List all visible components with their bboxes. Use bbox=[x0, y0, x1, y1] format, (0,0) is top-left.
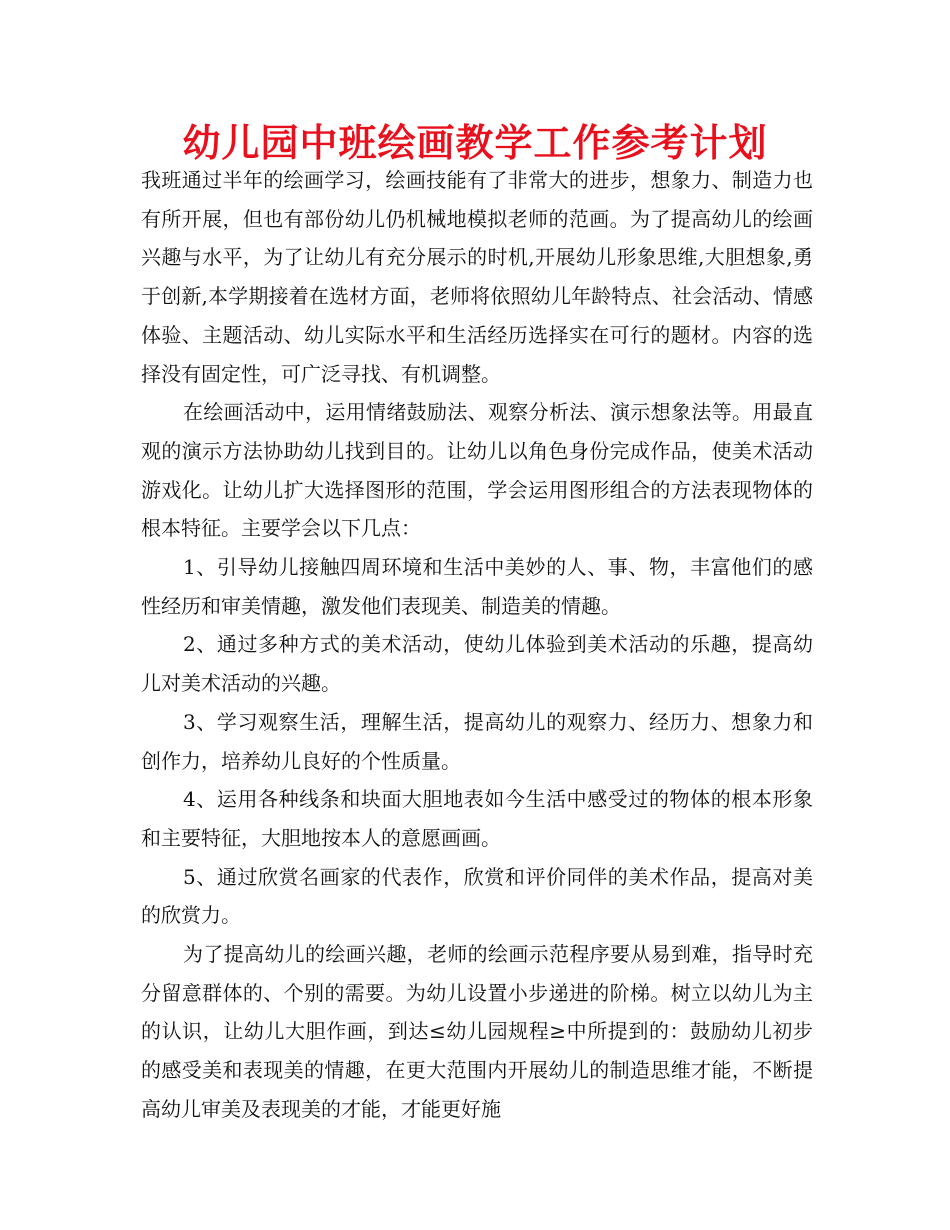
paragraph-point-5: 5、通过欣赏名画家的代表作，欣赏和评价同伴的美术作品，提高对美的欣赏力。 bbox=[141, 864, 813, 928]
document-title: 幼儿园中班绘画教学工作参考计划 bbox=[182, 121, 768, 165]
paragraph-point-2: 2、通过多种方式的美术活动，使幼儿体验到美术活动的乐趣，提高幼儿对美术活动的兴趣。 bbox=[141, 632, 813, 696]
paragraph-point-4: 4、运用各种线条和块面大胆地表如今生活中感受过的物体的根本形象和主要特征，大胆地按本人的意愿画画。 bbox=[141, 787, 813, 850]
paragraph-conclusion: 为了提高幼儿的绘画兴趣，老师的绘画示范程序要从易到难，指导时充分留意群体的、个别的需要。为幼儿设置小步递进的阶梯。树立以幼儿为主的认识，让幼儿大胆作画，到达≤幼儿园规程≥中所提到的：鼓励幼儿初步的感受美和表现美的情趣，在更大范围内开展幼儿的制造思维才能，不断提高幼儿审美及表现美的才能，才能更好施 bbox=[141, 942, 813, 1121]
paragraph-intro: 我班通过半年的绘画学习，绘画技能有了非常大的进步，想象力、制造力也有所开展，但也有部份幼儿仍机械地模拟老师的范画。为了提高幼儿的绘画兴趣与水平，为了让幼儿有充分展示的时机,开展幼儿形象思维,大胆想象,勇于创新,本学期接着在选材方面，老师将依照幼儿年龄特点、社会活动、情感体验、主题活动、幼儿实际水平和生活经历选择实在可行的题材。内容的选择没有固定性，可广泛寻找、有机调整。 bbox=[141, 168, 813, 386]
document-body bbox=[141, 161, 813, 1129]
paragraph-point-1: 1、引导幼儿接触四周环境和生活中美妙的人、事、物，丰富他们的感性经历和审美情趣，激发他们表现美、制造美的情趣。 bbox=[141, 555, 813, 618]
paragraph-methods: 在绘画活动中，运用情绪鼓励法、观察分析法、演示想象法等。用最直观的演示方法协助幼儿找到目的。让幼儿以角色身份完成作品，使美术活动游戏化。让幼儿扩大选择图形的范围，学会运用图形组合的方法表现物体的根本特征。主要学会以下几点： bbox=[141, 400, 813, 541]
paragraph-point-3: 3、学习观察生活，理解生活，提高幼儿的观察力、经历力、想象力和创作力，培养幼儿良好的个性质量。 bbox=[141, 709, 813, 773]
